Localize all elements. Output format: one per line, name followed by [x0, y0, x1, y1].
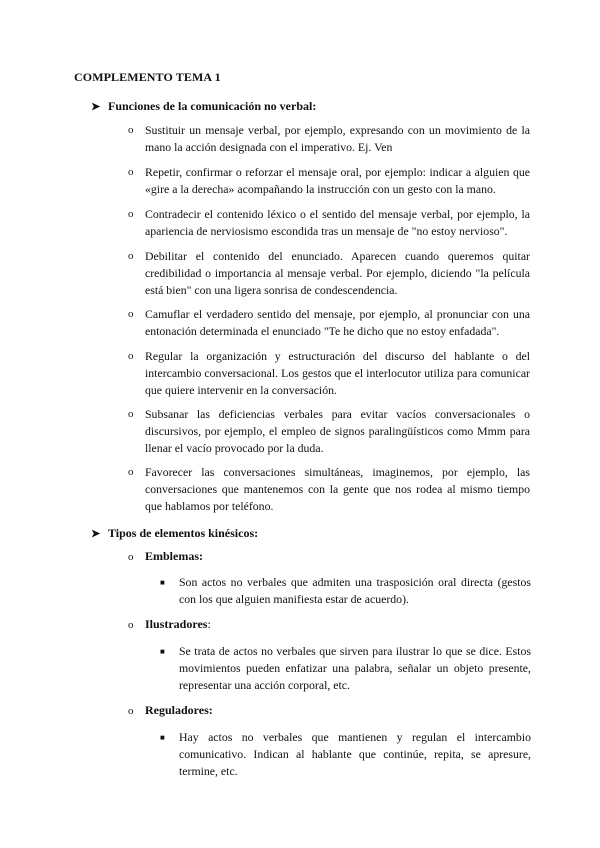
circle-bullet-icon: o [128, 408, 134, 420]
circle-bullet-icon: o [128, 466, 134, 478]
section-heading-kinesic-types: ➤ Tipos de elementos kinésicos: [91, 526, 259, 540]
arrow-bullet-icon: ➤ [91, 528, 101, 540]
kinesic-type-reguladores: o Reguladores: [128, 703, 213, 717]
square-bullet-icon: ■ [160, 647, 165, 656]
circle-bullet-icon: o [128, 619, 134, 631]
document-title: COMPLEMENTO TEMA 1 [74, 70, 221, 84]
circle-bullet-icon: o [128, 208, 134, 220]
document-page: COMPLEMENTO TEMA 1 ➤ Funciones de la comunicación no verbal: o Sustituir un mensaje verbal, por ejemplo, expresando con un movimiento de la mano la acción designada con el imperativo. Ej. Ven o Repetir, confirmar o reforzar el mensaje oral, por ejemplo: indicar a alguien que «gire a la derecha» acompañando la instrucción con un gesto con la mano. o Contradecir el contenido léxico o el sentido del mensaje verbal, por ejemplo, la apariencia de nerviosismo escondida tras un mensaje de "no estoy nervioso". o Debilitar el contenido del enunciado. Aparecen cuando queremos quitar credibilidad o importancia al mensaje verbal. Por ejemplo, diciendo "la película está bien" con una ligera sonrisa de condescendencia. o Camuflar el verdadero sentido del mensaje, por ejemplo, al pronunciar con una entonación determinada el enunciado "Te he dicho que no estoy enfadada". o Regular la organización y estructuración del discurso del hablante o del intercambio conversacional. Los gestos que el interlocutor utiliza para comunicar que quiere intervenir en la conversación. o Subsanar las deficiencias verbales para evitar vacíos conversacionales o discursivos, por ejemplo, el empleo de signos paralingüísticos como Mmm para llenar el vacío provocado por la duda. o Favorecer las conversaciones simultáneas, imaginemos, por ejemplo, las conversaciones que mantenemos con la gente que nos rodea al mismo tiempo que hablamos por teléfono. ➤ Tipos de elementos kinésicos: o Emblemas: ■ Son actos no verbales que admiten una trasposición oral directa (gestos con los que alguien manifiesta estar de acuerdo). o Ilustradores: ■ Se trata de actos no verbales que sirven para ilustrar lo que se dice. Estos movimientos pueden enfatizar una palabra, señalar un objeto presente, representar una acción corporal, etc. o Reguladores: ■ Hay actos no verbales que mantienen y regulan el intercambio comunicativo. Indican al hablante que continúe, repita, se apresure, termine, etc. [74, 70, 531, 778]
square-bullet-icon: ■ [160, 578, 165, 587]
circle-bullet-icon: o [128, 705, 134, 717]
circle-bullet-icon: o [128, 551, 134, 563]
circle-bullet-icon: o [128, 350, 134, 362]
circle-bullet-icon: o [128, 124, 134, 136]
kinesic-type-emblemas: o Emblemas: [128, 549, 203, 563]
circle-bullet-icon: o [128, 166, 134, 178]
circle-bullet-icon: o [128, 308, 134, 320]
arrow-bullet-icon: ➤ [91, 101, 101, 113]
section-heading-functions: ➤ Funciones de la comunicación no verbal: [91, 99, 317, 113]
kinesic-type-ilustradores: o Ilustradores: [128, 617, 211, 631]
circle-bullet-icon: o [128, 250, 134, 262]
square-bullet-icon: ■ [160, 733, 165, 742]
